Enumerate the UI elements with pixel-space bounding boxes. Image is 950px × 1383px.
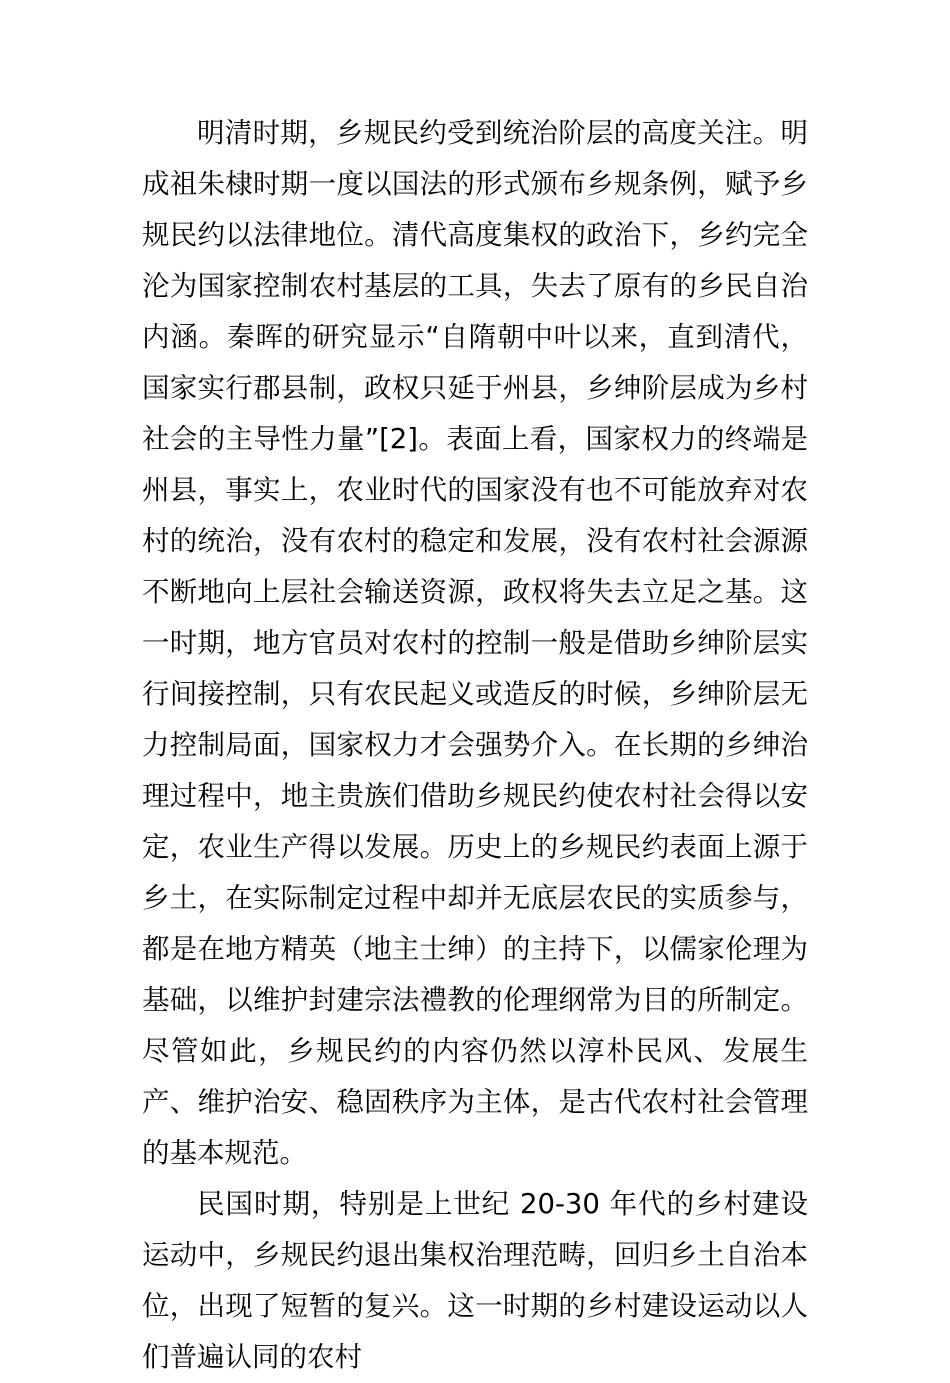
paragraph-1: 明清时期，乡规民约受到统治阶层的高度关注。明成祖朱棣时期一度以国法的形式颁布乡规条例，赋予乡规民约以法律地位。清代高度集权的政治下，乡约完全沦为国家控制农村基层的工具，失去了原有的乡民自治内涵。秦晖的研究显示“自隋朝中叶以来，直到清代，国家实行郡县制，政权只延于州县，乡绅阶层成为乡村社会的主导性力量”[2]。表面上看，国家权力的终端是州县，事实上，农业时代的国家没有也不可能放弃对农村的统治，没有农村的稳定和发展，没有农村社会源源不断地向上层社会输送资源，政权将失去立足之基。这一时期，地方官员对农村的控制一般是借助乡绅阶层实行间接控制，只有农民起义或造反的时候，乡绅阶层无力控制局面，国家权力才会强势介入。在长期的乡绅治理过程中，地主贵族们借助乡规民约使农村社会得以安定，农业生产得以发展。历史上的乡规民约表面上源于乡土，在实际制定过程中却并无底层农民的实质参与，都是在地方精英（地主士绅）的主持下，以儒家伦理为基础，以维护封建宗法禮教的伦理纲常为目的所制定。尽管如此，乡规民约的内容仍然以淳朴民风、发展生产、维护治安、稳固秩序为主体，是古代农村社会管理的基本规范。 — [142, 117, 808, 1169]
document-body — [142, 108, 808, 1383]
paragraph-2: 民国时期，特别是上世纪 20-30 年代的乡村建设运动中，乡规民约退出集权治理范畴，回归乡土自治本位，出现了短暂的复兴。这一时期的乡村建设运动以人们普遍认同的农村 — [142, 1188, 808, 1373]
